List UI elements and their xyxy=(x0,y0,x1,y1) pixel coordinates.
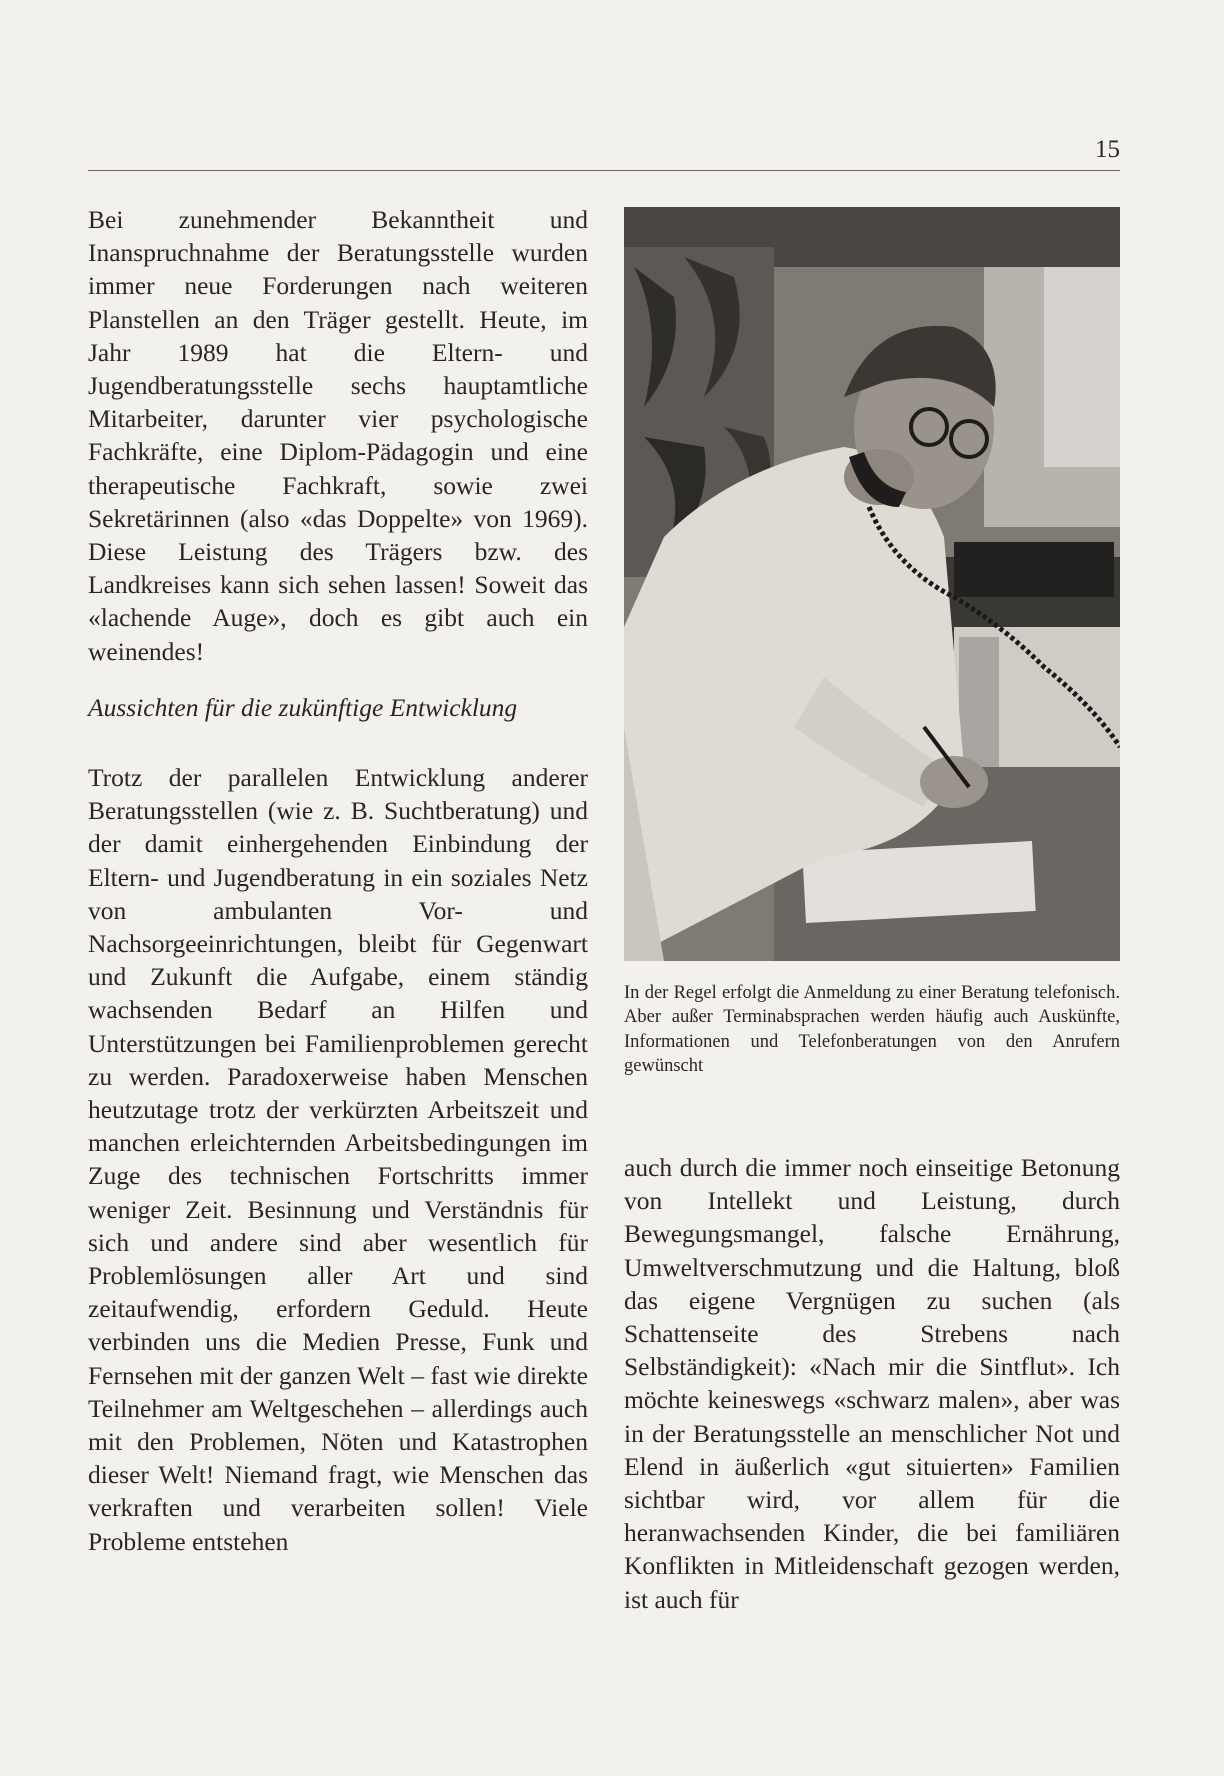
paragraph: auch durch die immer noch einseitige Betonung von Intellekt und Leistung, durch Bewegungsmangel, falsche Ernährung, Umweltverschmutzung und die Haltung, bloß das eigene Vergnügen zu suchen (als Schattenseite des Strebens nach Selbständigkeit): «Nach mir die Sintflut». Ich möchte keineswegs «schwarz malen», aber was in der Beratungsstelle an menschlicher Not und Elend in äußerlich «gut situierten» Familien sichtbar wird, vor allem für die heranwachsenden Kinder, die bei familiären Konflikten in Mitleidenschaft gezogen werden, ist auch für xyxy=(624,1153,1120,1614)
photo-man-on-telephone xyxy=(624,207,1120,961)
figure-caption xyxy=(624,981,1120,1079)
left-column-intro xyxy=(88,203,588,668)
header-rule xyxy=(88,170,1120,171)
caption-text: In der Regel erfolgt die Anmeldung zu einer Beratung telefonisch. Aber außer Terminabsprachen werden häufig auch Auskünfte, Informationen und Telefonberatungen von den Anrufern gewünscht xyxy=(624,983,1120,1077)
paragraph: Bei zunehmender Bekanntheit und Inanspruchnahme der Beratungsstelle wurden immer neue Forderungen nach weiteren Planstellen an den Träger gestellt. Heute, im Jahr 1989 hat die Eltern- und Jugendberatungsstelle sechs hauptamtliche Mitarbeiter, darunter vier psychologische Fachkräfte, eine Diplom-Pädagogin und eine therapeutische Fachkraft, sowie zwei Sekretärinnen (also «das Doppelte» von 1969). Diese Leistung des Trägers bzw. des Landkreises kann sich sehen lassen! Soweit das «lachende Auge», doch es gibt auch ein weinendes! xyxy=(88,205,588,666)
page-number: 15 xyxy=(1095,136,1120,163)
right-column-body xyxy=(624,1151,1120,1616)
paragraph: Trotz der parallelen Entwicklung anderer Beratungsstellen (wie z. B. Suchtberatung) und der damit einhergehenden Einbindung der Eltern- und Jugendberatung in ein soziales Netz von ambulanten Vor- und Nachsorgeeinrichtungen, bleibt für Gegenwart und Zukunft die Aufgabe, einem ständig wachsenden Bedarf an Hilfen und Unterstützungen bei Familienproblemen gerecht zu werden. Paradoxerweise haben Menschen heutzutage trotz der verkürzten Arbeitszeit und manchen erleichternden Arbeitsbedingungen im Zuge des technischen Fortschritts immer weniger Zeit. Besinnung und Verständnis für sich und andere sind aber wesentlich für Problemlösungen aller Art und sind zeitaufwendig, erfordern Geduld. Heute verbinden uns die Medien Presse, Funk und Fernsehen mit der ganzen Welt – fast wie direkte Teilnehmer am Weltgeschehen – allerdings auch mit den Problemen, Nöten und Katastrophen dieser Welt! Niemand fragt, wie Menschen das verkraften und verarbeiten sollen! Viele Probleme entstehen xyxy=(88,763,588,1556)
section-heading: Aussichten für die zukünftige Entwicklung xyxy=(88,693,518,722)
left-column-body xyxy=(88,761,588,1558)
